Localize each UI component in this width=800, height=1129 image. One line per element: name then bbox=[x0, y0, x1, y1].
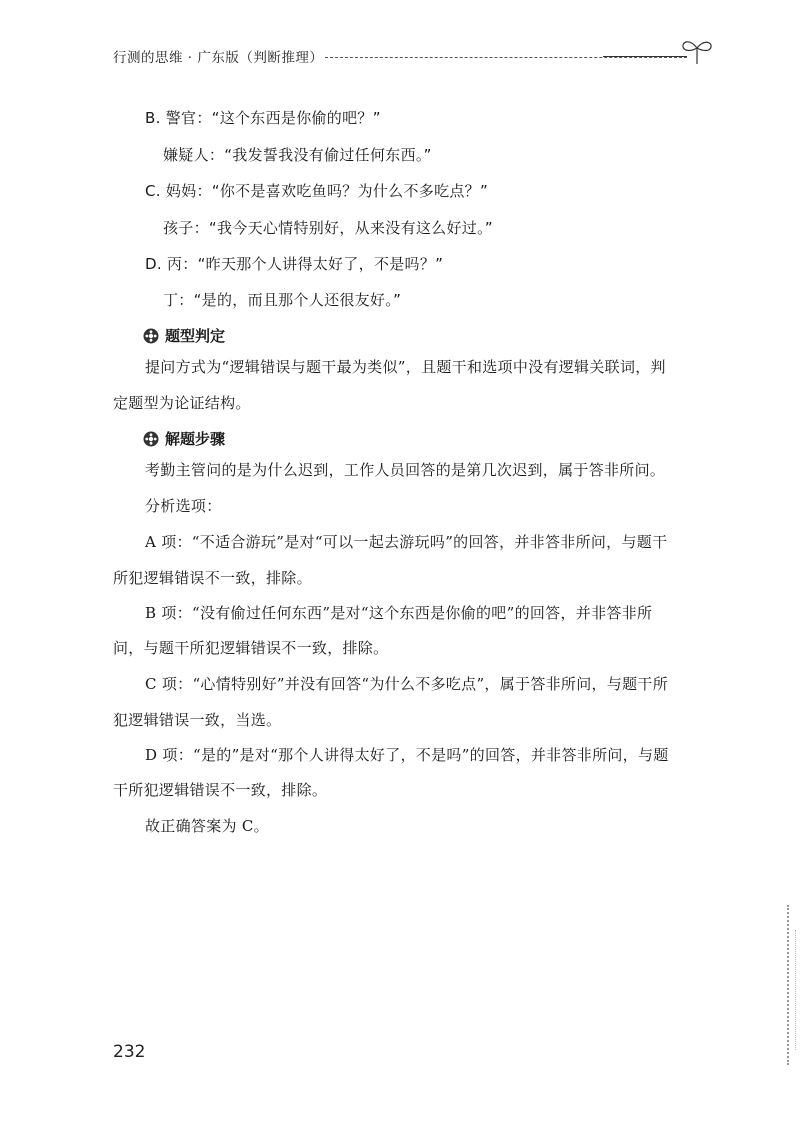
scan-artifact bbox=[795, 930, 800, 1050]
flower-bullet-icon bbox=[143, 431, 159, 447]
section-heading-steps bbox=[143, 428, 225, 449]
analysis-c-line-1: C 项：“心情特别好”并没有回答“为什么不多吃点”，属于答非所问，与题干所 bbox=[145, 675, 669, 693]
header-rule bbox=[325, 57, 687, 58]
option-d-reply: 丁：“是的，而且那个人还很友好。” bbox=[163, 291, 402, 309]
analysis-b-line-2: 问，与题干所犯逻辑错误不一致，排除。 bbox=[113, 639, 389, 657]
option-b-label: B. 警官：“这个东西是你偷的吧？” bbox=[145, 109, 381, 127]
running-header-title: 行测的思维 · 广东版（判断推理） bbox=[113, 50, 324, 66]
option-d-label: D. 丙：“昨天那个人讲得太好了，不是吗？” bbox=[145, 255, 444, 273]
running-header bbox=[113, 40, 713, 70]
option-c-label: C. 妈妈：“你不是喜欢吃鱼吗？为什么不多吃点？” bbox=[145, 182, 489, 200]
analysis-d-line-1: D 项：“是的”是对“那个人讲得太好了，不是吗”的回答，并非答非所问，与题 bbox=[145, 746, 669, 764]
flower-bullet-icon bbox=[143, 328, 159, 344]
scan-artifact bbox=[787, 905, 793, 1065]
analysis-a-line-2: 所犯逻辑错误不一致，排除。 bbox=[113, 569, 312, 587]
sprout-icon bbox=[679, 34, 715, 66]
option-b-reply: 嫌疑人：“我发誓我没有偷过任何东西。” bbox=[163, 146, 432, 164]
header-rule-solid bbox=[603, 56, 687, 57]
analysis-c-line-2: 犯逻辑错误一致，当选。 bbox=[113, 711, 282, 729]
page-number: 232 bbox=[113, 1042, 146, 1062]
section-type-line-2: 定题型为论证结构。 bbox=[113, 394, 251, 412]
option-c-reply: 孩子：“我今天心情特别好，从来没有这么好过。” bbox=[163, 219, 493, 237]
analysis-b-line-1: B 项：“没有偷过任何东西”是对“这个东西是你偷的吧”的回答，并非答非所 bbox=[145, 604, 653, 622]
section-steps-title: 解题步骤 bbox=[165, 430, 226, 448]
conclusion: 故正确答案为 C。 bbox=[145, 817, 269, 835]
section-type-line-1: 提问方式为“逻辑错误与题干最为类似”，且题干和选项中没有逻辑关联词，判 bbox=[145, 358, 666, 376]
section-heading-type bbox=[143, 325, 225, 346]
steps-intro: 考勤主管问的是为什么迟到，工作人员回答的是第几次迟到，属于答非所问。 bbox=[145, 461, 666, 479]
analysis-label: 分析选项： bbox=[145, 497, 222, 515]
section-type-title: 题型判定 bbox=[165, 327, 226, 345]
analysis-d-line-2: 干所犯逻辑错误不一致，排除。 bbox=[113, 781, 328, 799]
analysis-a-line-1: A 项：“不适合游玩”是对“可以一起去游玩吗”的回答，并非答非所问，与题干 bbox=[145, 533, 668, 551]
